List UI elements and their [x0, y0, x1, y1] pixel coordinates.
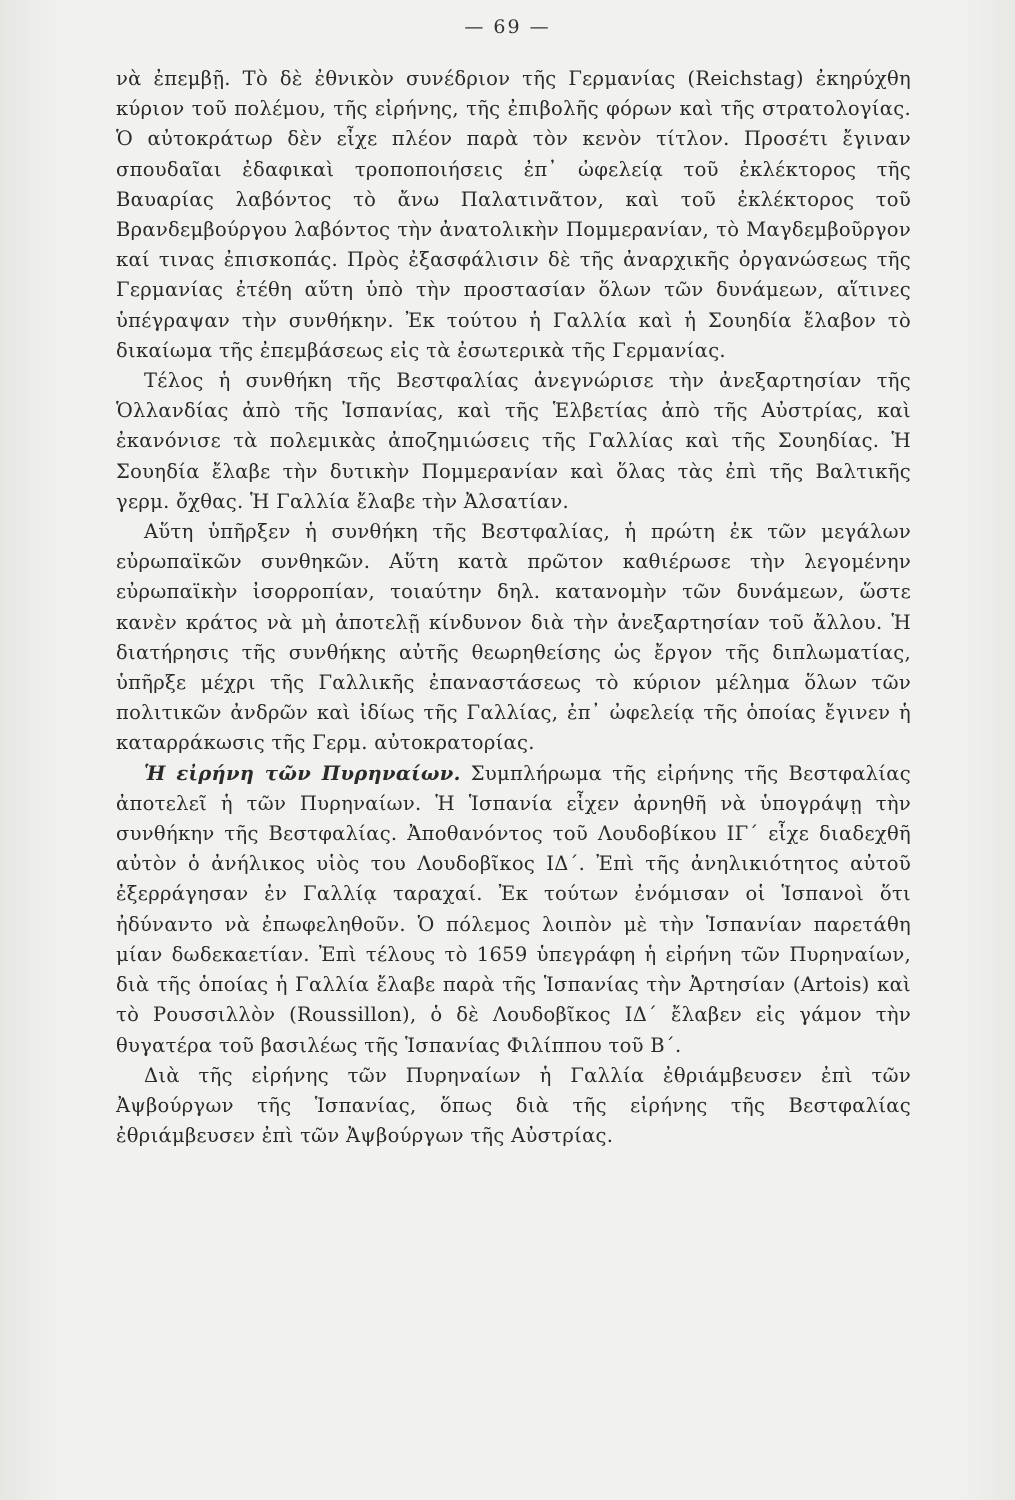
section-heading-pyrenees: Ἡ εἰρήνη τῶν Πυρηναίων.: [144, 761, 461, 785]
paragraph-balance-of-power: Αὕτη ὑπῆρξεν ἡ συνθήκη τῆς Βεστφαλίας, ἡ πρώτη ἐκ τῶν μεγάλων εὐρωπαϊκῶν συνθηκῶν. Αὕτη κατὰ πρῶτον καθιέρωσε τὴν λεγομένην εὐρωπαϊκὴν ἰσορροπίαν, τοιαύτην δηλ. κατανομὴν τῶν δυνάμεων, ὥστε κανὲν κράτος νὰ μὴ ἀποτελῇ κίνδυνον διὰ τὴν ἀνεξαρτησίαν τοῦ ἄλλου. Ἡ διατήρησις τῆς συνθήκης αὐτῆς θεωρηθείσης ὡς ἔργον τῆς διπλωματίας, ὑπῆρξε μέχρι τῆς Γαλλικῆς ἐπαναστάσεως τὸ κύριον μέλημα ὅλων τῶν πολιτικῶν ἀνδρῶν καὶ ἰδίως τῆς Γαλλίας, ἐπ᾽ ὠφελείᾳ τῆς ὁποίας ἔγινεν ἡ καταρράκωσις τῆς Γερμ. αὐτοκρατορίας.: [116, 520, 911, 755]
paragraph-westphalia-terms: Τέλος ἡ συνθήκη τῆς Βεστφαλίας ἀνεγνώρισε τὴν ἀνεξαρτησίαν τῆς Ὁλλανδίας ἀπὸ τῆς Ἱσπανίας, καὶ τῆς Ἑλβετίας ἀπὸ τῆς Αὐστρίας, καὶ ἐκανόνισε τὰ πολεμικὰς ἀποζημιώσεις τῆς Γαλλίας καὶ τῆς Σουηδίας. Ἡ Σουηδία ἔλαβε τὴν δυτικὴν Πομμερανίαν καὶ ὅλας τὰς ἐπὶ τῆς Βαλτικῆς γερμ. ὄχθας. Ἡ Γαλλία ἔλαβε τὴν Ἀλσατίαν.: [116, 369, 911, 513]
page-number: — 69 —: [464, 16, 551, 38]
paragraph-pyrenees-text: Συμπλήρωμα τῆς εἰρήνης τῆς Βεστφαλίας ἀποτελεῖ ἡ τῶν Πυρηναίων. Ἡ Ἱσπανία εἶχεν ἀρνηθῆ νὰ ὑπογράψῃ τὴν συνθήκην τῆς Βεστφαλίας. Ἀποθανόντος τοῦ Λουδοβίκου ΙΓ΄ εἶχε διαδεχθῆ αὐτὸν ὁ ἀνήλικος υἱὸς του Λουδοβῖκος ΙΔ΄. Ἐπὶ τῆς ἀνηλικιότητος αὐτοῦ ἐξερράγησαν ἐν Γαλλίᾳ ταραχαί. Ἐκ τούτων ἐνόμισαν οἱ Ἱσπανοὶ ὅτι ἠδύναντο νὰ ἐπωφεληθοῦν. Ὁ πόλεμος λοιπὸν μὲ τὴν Ἱσπανίαν παρετάθη μίαν δωδεκαετίαν. Ἐπὶ τέλους τὸ 1659 ὑπεγράφη ἡ εἰρήνη τῶν Πυρηναίων, διὰ τῆς ὁποίας ἡ Γαλλία ἔλαβε παρὰ τῆς Ἱσπανίας τὴν Ἀρτησίαν (Artois) καὶ τὸ Ρουσσιλλὸν (Roussillon), ὁ δὲ Λουδοβῖκος ΙΔ΄ ἔλαβεν εἰς γάμον τὴν θυγατέρα τοῦ βασιλέως τῆς Ἱσπανίας Φιλίππου τοῦ Β΄.: [116, 761, 911, 1057]
paragraph-peace-of-pyrenees: [116, 759, 911, 1061]
paragraph-conclusion: Διὰ τῆς εἰρήνης τῶν Πυρηναίων ἡ Γαλλία ἐθριάμβευσεν ἐπὶ τῶν Ἀψβούργων τῆς Ἱσπανίας, ὅπως διὰ τῆς εἰρήνης τῆς Βεστφαλίας ἐθριάμβευσεν ἐπὶ τῶν Ἀψβούργων τῆς Αὐστρίας.: [116, 1063, 911, 1148]
paragraph-continuation: νὰ ἐπεμβῇ. Τὸ δὲ ἐθνικὸν συνέδριον τῆς Γερμανίας (Reichstag) ἐκηρύχθη κύριον τοῦ πολέμου, τῆς εἰρήνης, τῆς ἐπιβολῆς φόρων καὶ τῆς στρατολογίας. Ὁ αὐτοκράτωρ δὲν εἶχε πλέον παρὰ τὸν κενὸν τίτλον. Προσέτι ἔγιναν σπουδαῖαι ἐδαφικαὶ τροποποιήσεις ἐπ᾽ ὠφελείᾳ τοῦ ἐκλέκτορος τῆς Βαυαρίας λαβόντος τὸ ἄνω Παλατινᾶτον, καὶ τοῦ ἐκλέκτορος τοῦ Βρανδεμβούργου λαβόντος τὴν ἀνατολικὴν Πομμερανίαν, τὸ Μαγδεμβοῦργον καί τινας ἐπισκοπάς. Πρὸς ἐξασφάλισιν δὲ τῆς ἀναρχικῆς ὀργανώσεως τῆς Γερμανίας ἐτέθη αὕτη ὑπὸ τὴν προστασίαν ὅλων τῶν δυνάμεων, αἵτινες ὑπέγραψαν τὴν συνθήκην. Ἐκ τούτου ἡ Γαλλία καὶ ἡ Σουηδία ἔλαβον τὸ δικαίωμα τῆς ἐπεμβάσεως εἰς τὰ ἐσωτερικὰ τῆς Γερμανίας.: [116, 67, 911, 362]
body-text: [116, 64, 911, 1151]
